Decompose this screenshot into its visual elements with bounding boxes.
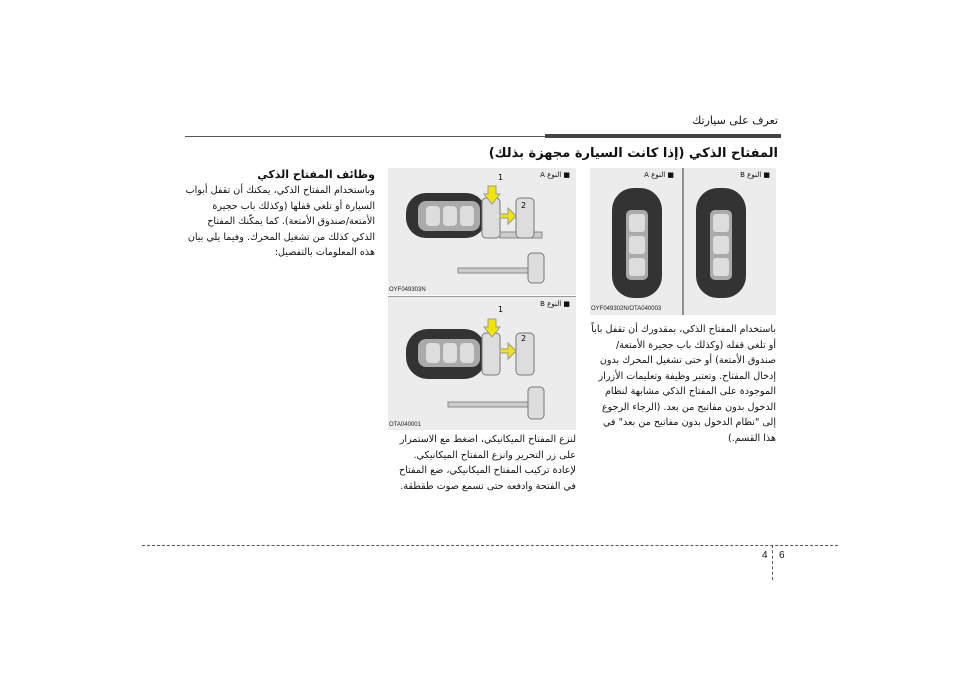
step-1-label: 1 [498, 305, 504, 314]
section-header: تعرف على سيارتك [692, 114, 778, 127]
figure-label: ■ النوع B [540, 300, 570, 308]
middle-body-text: لنزع المفتاح الميكانيكي، اضغط مع الاستمرار على زر التحرير وانزع المفتاح الميكانيكي. لإعادة تركيب المفتاح الميكانيكي، ضع المفتاح في الفتحة وادفعه حتى تسمع صوت طقطقة. [399, 434, 576, 492]
right-body-text: باستخدام المفتاح الذكي، بمقدورك أن تقفل باباً أو تلغي قفله (وكذلك باب حجيرة الأمتعة/ صندوق الأمتعة) أو حتى تشغيل المحرك بدون إدخال المفتاح. وتعتبر وظيفة وتعليمات الأزرار الموجودة على المفتاح الذكي مشابهة لنظام الدخول بدون مفاتيح من بعد. (الرجاء الرجوع إلى "نظام الدخول بدون مفاتيح من بعد" في هذا القسم.) [591, 324, 776, 444]
smart-key-illustration [388, 168, 576, 295]
chapter-number: 4 [762, 550, 768, 561]
page-number: 6 [779, 550, 785, 561]
figure-code: OYF049302N/OTA040003 [591, 306, 662, 312]
section-heading: وظائف المفتاح الذكي [257, 168, 375, 181]
figure-label: ■ النوع A [540, 171, 570, 179]
footer-page-separator [772, 545, 773, 580]
page-title: المفتاح الذكي (إذا كانت السيارة مجهزة بذلك) [488, 146, 778, 161]
left-body-text: وباستخدام المفتاح الذكي، يمكنك أن تقفل أبواب السيارة أو تلغي قفلها (وكذلك باب حجيرة الأمتعة/صندوق الأمتعة). كما يمكّنك المفتاح الذكي كذلك من تشغيل المحرك. وفيما يلي بيان هذه المعلومات بالتفصيل: [185, 185, 375, 258]
smart-key-illustration [590, 168, 776, 315]
figure-code: OYF049303N [389, 287, 426, 293]
figure-smart-key-types [590, 168, 776, 315]
figure-type-b-key-removal [388, 296, 576, 430]
smart-key-illustration [388, 297, 576, 431]
figure-label-type-a: ■ النوع A [644, 171, 674, 179]
step-2-label: 2 [521, 201, 527, 210]
figure-label-type-b: ■ النوع B [740, 171, 770, 179]
footer-divider [142, 545, 838, 546]
figure-type-a-key-removal [388, 168, 576, 295]
step-2-label: 2 [521, 334, 527, 343]
figure-code: OTA040001 [389, 422, 421, 428]
step-1-label: 1 [498, 173, 504, 182]
header-rule-bar [545, 134, 781, 138]
